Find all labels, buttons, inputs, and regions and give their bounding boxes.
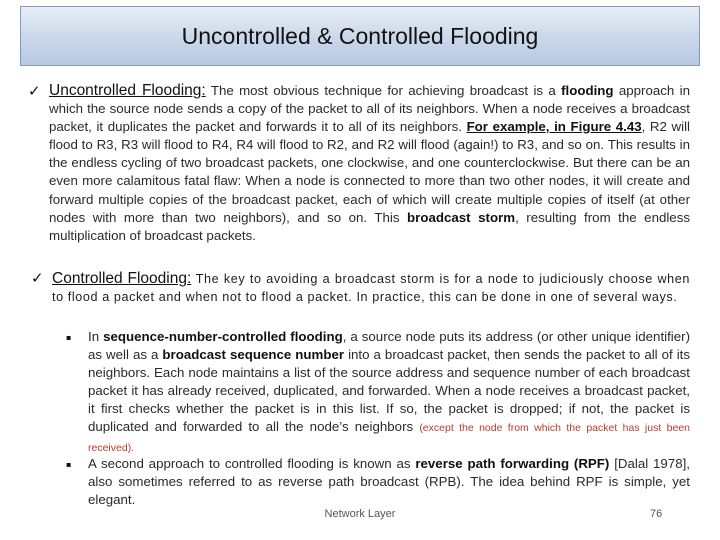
controlled-flooding-heading: Controlled Flooding: (52, 270, 192, 287)
check-mark-icon: ✓ (31, 269, 44, 287)
title-bar (20, 6, 700, 66)
bullet-icon: ▪ (66, 333, 72, 342)
bullet-icon: ▪ (66, 460, 72, 469)
exception-note: (except the node from which the packet has just been received). (88, 422, 690, 454)
footer-label: Network Layer (324, 508, 396, 520)
reverse-path-forwarding-item: A second approach to controlled flooding is known as reverse path forwarding (RPF) [Dalal 1978], also sometimes referred to as reverse path broadcast (RPB). The idea behind RPF is simple, yet elegant. (88, 456, 690, 508)
controlled-flooding-paragraph: Controlled Flooding: The key to avoiding a broadcast storm is for a node to judiciously choose when to flood a packet and when not to flood a packet. In practice, this can be done in one of several ways. (52, 270, 690, 305)
check-mark-icon: ✓ (28, 82, 41, 100)
uncontrolled-flooding-paragraph: Uncontrolled Flooding: The most obvious technique for achieving broadcast is a flooding approach in which the source node sends a copy of the packet to all of its neighbors. When a node receives a broadcast packet, it duplicates the packet and forwards it to all of its neighbors. For example, in Figure 4.43, R2 will flood to R3, R3 will flood to R4, R4 will flood to R2, and R2 will flood (again!) to R3, and so on. This results in the endless cycling of two broadcast packets, one clockwise, and one counterclockwise. But there can be an even more calamitous fatal flaw: When a node is connected to more than two other nodes, it will create and forward multiple copies of the broadcast packet, each of which will create multiple copies of itself (at other nodes with more than two neighbors), and so on. This broadcast storm, resulting from the endless multiplication of broadcast packets. (49, 82, 691, 243)
figure-reference: For example, in Figure 4.43 (466, 119, 642, 135)
page-number: 76 (650, 508, 663, 520)
uncontrolled-flooding-heading: Uncontrolled Flooding: (49, 82, 206, 99)
sequence-number-flooding-item: In sequence-number-controlled flooding, a source node puts its address (or other unique identifier) as well as a broadcast sequence number into a broadcast packet, then sends the packet to all of its neighbors. Each node maintains a list of the source address and sequence number of each broadcast packet it has already received, duplicated, and forwarded. When a node receives a broadcast packet, it first checks whether the packet is in this list. If so, the packet is dropped; if not, the packet is duplicated and forwarded to all the node’s neighbors (except the node from which the packet has just been received). (88, 329, 691, 454)
slide-title: Uncontrolled & Controlled Flooding (181, 22, 539, 49)
